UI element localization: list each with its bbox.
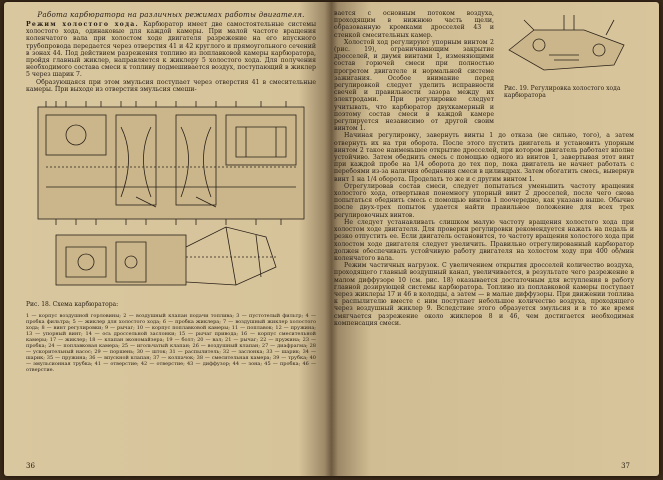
left-page [26,10,316,472]
section-heading: Режим холостого хода. [26,21,139,28]
paragraph: Образующаяся при этом эмульсия поступает через отверстия 41 в смесительные камеры. При выходе из отверстия эмульсия смеши- [26,78,316,93]
paragraph: Холостой ход регулируют упорным винтом 2 (рис. 19), ограничивающим закрытие дросселей, и двумя винтами 1, изменяющими состав горючей смеси при полностью прогретом двигателе и нормальной системе зажигания. Особое внимание перед регулировкой следует уделить исправности свечей и правильности зазора между их электродами. При регулировке следует учитывать, что карбюратор двухкамерный и поэтому состав смеси в каждой камере регулируется независимо от другой своим винтом 1. [334,38,494,133]
paragraph: Не следует устанавливать слишком малую частоту вращения холостого хода при холостом ходе двигателя. Для проверки регулировки рекомендуется нажать на педаль и резко отпустить ее. Если двигатель остановится, то частоту вращения холостого хода при холостом ходе двигателя следует увеличить. Правильно отрегулированный карбюратор должен обеспечивать устойчивую работу двигателя на холостом ходу при 400 об/мин коленчатого вала. [334,218,634,262]
page-number: 37 [621,462,630,470]
page-number: 36 [26,462,35,470]
paragraph [26,21,316,79]
carburetor-body-lower [56,235,186,285]
idle-adjustment-figure [504,10,634,101]
idle-adjustment-drawing [504,10,634,80]
paragraph: Режим частичных нагрузок. С увеличением открытия дросселей количество воздуха, проходящего главный воздушный канал, увеличивается, в результате чего разрежение в малом диффузоре 10 (см. рис. 18) оказывается достаточным для вступления в работу главной дозирующей системы карбюратора. Топливо из поплавковой камеры поступает через жиклеры 17 и 46 в колодцы, а затем — в малые диффузоры. При движении топлива к распылителю вместе с ним поступает небольшое количество воздуха, проходящего через воздушный жиклер 9. Вследствие этого образуется эмульсия и в то же время смягчается разрежение около жиклеров 8 и 46, чем достигается необходимая компенсация смеси. [334,262,634,327]
paragraph: вается с основным потоком воздуха, проходящим в нижнюю часть щели, образованную кромками дросселей 43 и стенкой смесительных камер. [334,10,494,39]
right-page [334,10,634,472]
carburetor-drawing [26,97,316,295]
carburetor-body-upper [38,107,304,219]
paragraph-text: Карбюратор имеет две самостоятельные системы холостого хода, одинаковые для каждой камеры. При малой частоте вращения коленчатого вала при холостом ходе двигателя разрежение на его впускного трубопровода передается через отверстия 41 и 42 круглого и прямоугольного сечений в зонах 44. Под действием разрежения топливо из поплавковой камеры карбюратора, пройдя главный жиклер, направляется к жиклеру 5 холостого хода. Для получения необходимого состава смеси к топливу подмешивается воздух, поступающий в жиклер 5 через шарик 7. [26,21,317,79]
figure-legend: 1 — корпус воздушной горловины; 2 — воздушный клапан подачи топлива; 3 — пустотелый фильтр; 4 — пробка фильтра; 5 — жиклер для холостого хода; 6 — пробка жиклера; 7 — воздушный жиклер холостого хода; 8 — винт регулировки; 9 — рычаг; 10 — корпус поплавковой камеры; 11 — поплавок; 12 — пружина; 13 — упорный винт; 14 — ось дроссельной заслонки; 15 — рычаг привода; 16 — корпус смесительной камеры; 17 — жиклер; 18 — клапан экономайзера; 19 — болт; 20 — вал; 21 — рычаг; 22 — пружина; 23 — пробка; 24 — поплавковая камера; 25 — игольчатый клапан; 26 — воздушный клапан; 27 — диафрагма; 28 — ускорительный насос; 29 — поршень; 30 — шток; 31 — распылитель; 32 — заслонка; 33 — шарик; 34 — шарик; 35 — пружина; 36 — впускной клапан; 37 — колпачок; 38 — смесительная камера; 39 — трубка; 40 — эмульсионная трубка; 41 — отверстие; 42 — отверстие; 43 — диффузор; 44 — зона; 45 — пробка; 46 — отверстие. [26,313,316,374]
paragraph: Отрегулировав состав смеси, следует попытаться уменьшить частоту вращения холостого хода, отвертывая понемногу упорный винт 2 дросселей, после чего снова попытаться обеднить смесь с помощью винтов 1 поочередно, как указано выше. Обычно после двух-трех попыток удается найти правильное положение для всех трех регулировочных винтов. [334,182,634,219]
book-spread [4,2,659,476]
paragraph: Начиная регулировку, завернуть винты 1 до отказа (не сильно, того), а затем отвернуть их на три оборота. После этого пустить двигатель и установить упорным винтом 2 такое наименьшее открытие дросселей, при котором двигатель работает вполне устойчиво. Затем обеднить смесь с помощью одного из винтов 1, завертывая этот винт при каждой пробе на 1/4 оборота до тех пор, пока двигатель не начнет работать с перебоями из-за наличия обеднения смеси в цилиндрах. Затем обогатить смесь, вывернув винт 1 на 1/4 оборота. Проделать то же и с другим винтом 1. [334,132,634,183]
figure-caption: Рис. 19. Регулировка холостого хода карбюратора [504,85,621,99]
running-head: Работа карбюратора на различных режимах работы двигателя. [37,10,305,19]
carburetor-diagram [26,97,316,299]
figure-caption: Рис. 18. Схема карбюратора: [26,301,119,309]
